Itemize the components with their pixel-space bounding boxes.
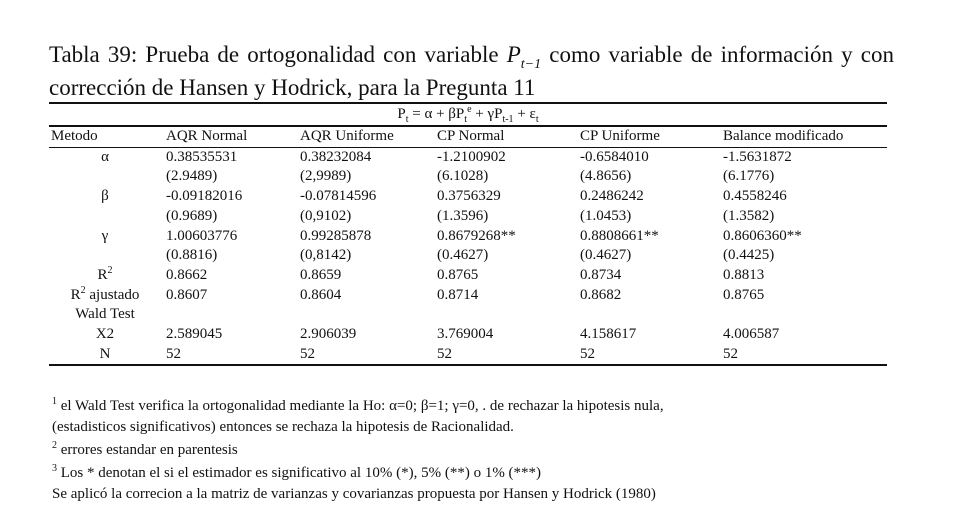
row-label bbox=[49, 325, 161, 345]
table-cell: (0.4627) bbox=[437, 247, 489, 264]
row-label-superscript: 2 bbox=[80, 284, 86, 296]
eq-term-1-sub: t bbox=[405, 114, 409, 125]
table-cell: 4.006587 bbox=[723, 326, 780, 343]
table-cell: 0.8607 bbox=[166, 286, 208, 303]
table-cell: 3.769004 bbox=[437, 326, 494, 343]
eq-term-4-sub: t bbox=[535, 114, 539, 125]
table-cell bbox=[580, 305, 723, 325]
table-cell: 2.589045 bbox=[166, 326, 223, 343]
table-cell: 0.38232084 bbox=[300, 148, 372, 165]
col-header-balance-modificado: Balance modificado bbox=[723, 127, 887, 147]
table-cell: (0.4425) bbox=[723, 247, 775, 264]
footnote-line bbox=[52, 463, 932, 484]
col-header-cp-normal: CP Normal bbox=[437, 127, 580, 147]
eq-term-2-sup: e bbox=[467, 104, 472, 115]
table-cell: (6.1028) bbox=[437, 168, 489, 185]
table-cell: 0.2486242 bbox=[580, 188, 644, 205]
footnote-text: el Wald Test verifica la ortogonalidad mediante la Ho: α=0; β=1; γ=0, . de rechazar la hipotesis nula, bbox=[57, 398, 664, 414]
caption-text-start: Tabla 39: Prueba de ortogonalidad con variable bbox=[49, 42, 507, 67]
footnote-marker: 3 bbox=[52, 463, 57, 474]
model-equation bbox=[49, 102, 887, 127]
row-label-text: γ bbox=[101, 227, 109, 244]
table-cell: (2.9489) bbox=[166, 168, 218, 185]
table-cell: -0.09182016 bbox=[166, 188, 243, 205]
table-cell: -0.07814596 bbox=[300, 188, 377, 205]
col-header-aqr-uniforme: AQR Uniforme bbox=[300, 127, 437, 147]
table-row bbox=[49, 207, 887, 227]
table-cell: 0.8679268** bbox=[437, 227, 516, 244]
row-label bbox=[49, 207, 161, 227]
table-cell: 52 bbox=[437, 345, 580, 366]
table-cell: 4.158617 bbox=[580, 326, 637, 343]
table-cell: (0,8142) bbox=[300, 247, 352, 264]
col-header-metodo: Metodo bbox=[49, 127, 161, 147]
table-cell: 0.8604 bbox=[300, 286, 342, 303]
footnote-text: Los * denotan el si el estimador es significativo al 10% (*), 5% (**) o 1% (***) bbox=[57, 465, 542, 481]
caption-variable bbox=[506, 42, 542, 72]
row-label-text: N bbox=[99, 345, 111, 362]
row-label bbox=[49, 286, 161, 306]
footnotes bbox=[52, 396, 932, 505]
table-row bbox=[49, 147, 887, 167]
table-cell: (0.4627) bbox=[580, 247, 632, 264]
table-row bbox=[49, 305, 887, 325]
table-cell bbox=[300, 305, 437, 325]
row-label bbox=[49, 246, 161, 266]
table-row bbox=[49, 227, 887, 247]
row-label bbox=[49, 167, 161, 187]
row-label-text: X2 bbox=[95, 326, 115, 343]
table-row bbox=[49, 325, 887, 345]
col-header-cp-uniforme: CP Uniforme bbox=[580, 127, 723, 147]
footnote-text: Se aplicó la correcion a la matriz de varianzas y covarianzas propuesta por Hansen y Hodrick (1980) bbox=[52, 486, 656, 502]
row-label bbox=[49, 147, 161, 167]
results-table-container bbox=[49, 102, 887, 366]
table-body bbox=[49, 147, 887, 365]
table-cell: -0.6584010 bbox=[580, 148, 649, 165]
table-cell bbox=[723, 305, 887, 325]
table-cell: (0.9689) bbox=[166, 207, 218, 224]
table-cell: 0.8662 bbox=[166, 266, 208, 283]
table-cell: (0.8816) bbox=[166, 247, 218, 264]
table-cell: 0.8734 bbox=[580, 266, 622, 283]
results-table bbox=[49, 127, 887, 366]
table-cell bbox=[437, 305, 580, 325]
table-cell: (0,9102) bbox=[300, 207, 352, 224]
row-label bbox=[49, 227, 161, 247]
row-label-suffix: ajustado bbox=[85, 286, 140, 303]
table-cell: 52 bbox=[723, 345, 887, 366]
table-cell: 0.8682 bbox=[580, 286, 622, 303]
table-cell: 0.8714 bbox=[437, 286, 479, 303]
table-cell: (1.3582) bbox=[723, 207, 775, 224]
footnote-line bbox=[52, 396, 932, 417]
table-cell: 2.906039 bbox=[300, 326, 357, 343]
table-cell: 0.8606360** bbox=[723, 227, 802, 244]
table-cell: (6.1776) bbox=[723, 168, 775, 185]
col-header-aqr-normal: AQR Normal bbox=[161, 127, 300, 147]
eq-term-1: P bbox=[397, 106, 406, 122]
caption-variable-base: P bbox=[506, 42, 521, 67]
row-label bbox=[49, 187, 161, 207]
row-label bbox=[49, 305, 161, 325]
footnote-line bbox=[52, 440, 932, 461]
table-cell: 0.38535531 bbox=[166, 148, 238, 165]
table-cell: (1.0453) bbox=[580, 207, 632, 224]
table-caption bbox=[49, 38, 894, 104]
row-label-text: R bbox=[70, 286, 81, 303]
footnote-marker: 1 bbox=[52, 396, 57, 407]
eq-term-2-sub: t bbox=[464, 114, 468, 125]
table-cell: 0.8659 bbox=[300, 266, 342, 283]
table-row bbox=[49, 266, 887, 286]
row-label-text: Wald Test bbox=[75, 306, 135, 323]
table-cell: 0.4558246 bbox=[723, 188, 787, 205]
table-cell: 52 bbox=[580, 345, 723, 366]
eq-term-3: + γP bbox=[471, 106, 503, 122]
table-cell: 0.8765 bbox=[723, 286, 765, 303]
caption-text-end: como variable de información y con corrección de Hansen y Hodrick, para la Pregunta 11 bbox=[49, 42, 894, 100]
row-label bbox=[49, 266, 161, 286]
table-cell: (4.8656) bbox=[580, 168, 632, 185]
footnote-line bbox=[52, 417, 932, 438]
table-cell: 52 bbox=[300, 345, 437, 366]
table-header-row bbox=[49, 127, 887, 147]
table-cell: 0.99285878 bbox=[300, 227, 372, 244]
table-row bbox=[49, 345, 887, 366]
caption-variable-subscript: t−1 bbox=[520, 57, 542, 72]
table-cell: 0.8808661** bbox=[580, 227, 659, 244]
row-label bbox=[49, 345, 161, 366]
eq-term-4: + ε bbox=[513, 106, 536, 122]
row-label-text: β bbox=[101, 188, 109, 205]
table-cell: (1.3596) bbox=[437, 207, 489, 224]
table-row bbox=[49, 246, 887, 266]
table-row bbox=[49, 286, 887, 306]
eq-term-3-sub: t-1 bbox=[502, 114, 514, 125]
table-cell: 0.3756329 bbox=[437, 188, 501, 205]
table-row bbox=[49, 167, 887, 187]
table-cell: 52 bbox=[161, 345, 300, 366]
row-label-superscript: 2 bbox=[107, 264, 113, 276]
table-cell: 0.8765 bbox=[437, 266, 479, 283]
row-label-text: α bbox=[101, 148, 109, 165]
row-label-text: R bbox=[97, 266, 108, 283]
footnote-text: (estadisticos significativos) entonces se rechaza la hipotesis de Racionalidad. bbox=[52, 419, 514, 435]
table-cell: 0.8813 bbox=[723, 266, 765, 283]
eq-term-2: = α + βP bbox=[408, 106, 465, 122]
table-cell: (2,9989) bbox=[300, 168, 352, 185]
footnote-marker: 2 bbox=[52, 440, 57, 451]
table-cell: 1.00603776 bbox=[166, 227, 238, 244]
table-cell: -1.5631872 bbox=[723, 148, 792, 165]
table-cell bbox=[161, 305, 300, 325]
footnote-line bbox=[52, 484, 932, 505]
table-cell: -1.2100902 bbox=[437, 148, 506, 165]
table-row bbox=[49, 187, 887, 207]
footnote-text: errores estandar en parentesis bbox=[57, 442, 238, 458]
